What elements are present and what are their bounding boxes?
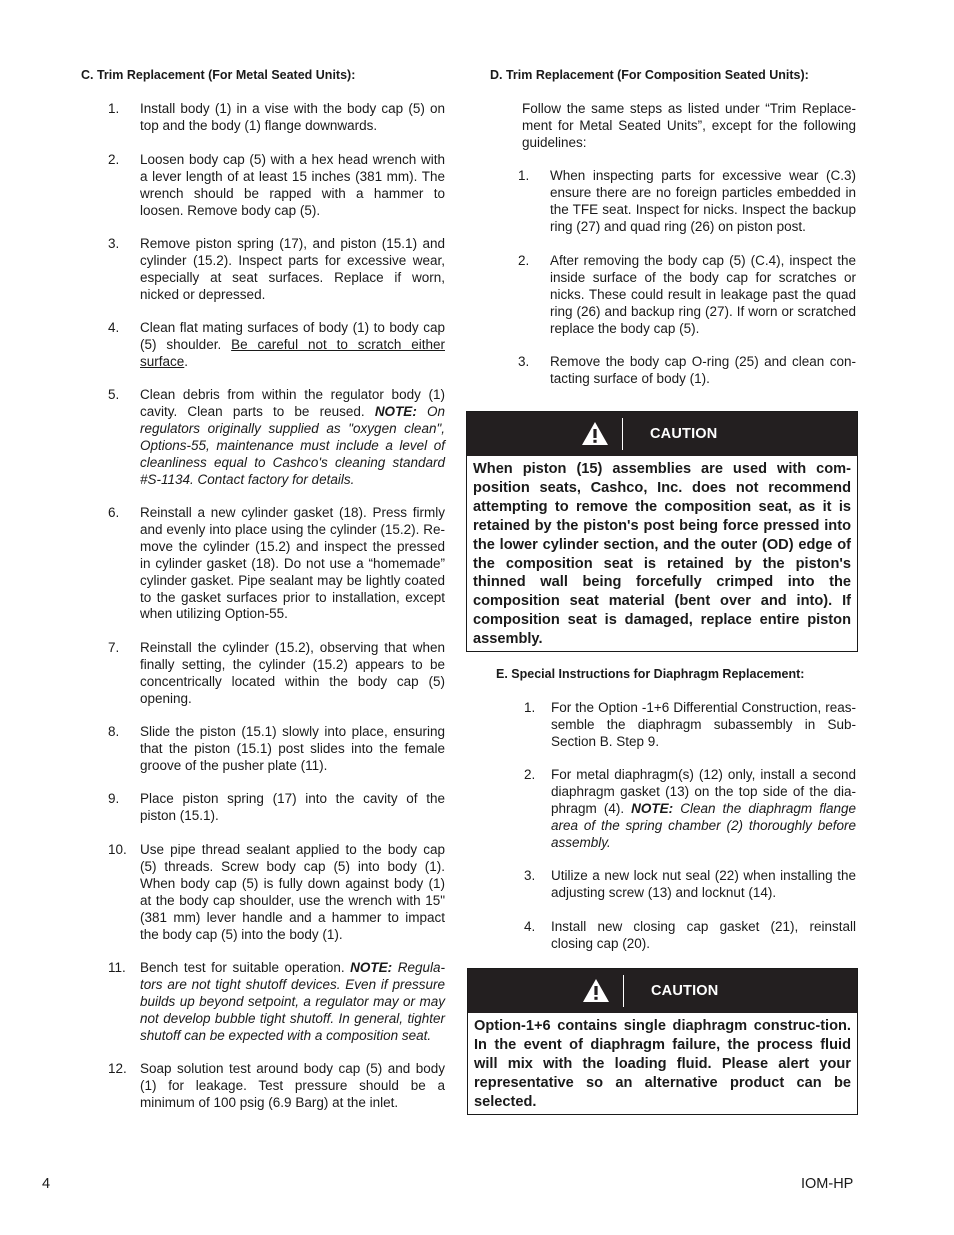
item-number: 3. bbox=[524, 868, 536, 883]
item-number: 6. bbox=[108, 505, 120, 520]
item-text bbox=[140, 320, 445, 371]
item-text-plain: Clean debris from within the regulator body (1) cavity. Clean parts to be reused. bbox=[140, 387, 445, 419]
caution-label: CAUTION bbox=[651, 983, 719, 999]
item-number: 8. bbox=[108, 724, 120, 739]
caution-divider bbox=[623, 975, 624, 1007]
item-number: 1. bbox=[524, 700, 536, 715]
item-number: 11. bbox=[108, 960, 126, 975]
caution-divider bbox=[622, 418, 623, 450]
item-text bbox=[551, 767, 856, 852]
caution-header bbox=[467, 412, 857, 456]
item-text-underlined: Be careful not to scratch either surface bbox=[140, 336, 445, 369]
item-text: Remove piston spring (17), and piston (15.1) and cylinder (15.2). Inspect parts for excessive wear, especially at seat surfaces. Replace if worn, nicked or depressed. bbox=[140, 236, 445, 302]
item-text: Remove the body cap O-ring (25) and clean con-tacting surface of body (1). bbox=[550, 354, 856, 386]
note-text: Regula-tors are not tight shutoff devices. Even if pressure builds up beyond setpoint, a regulator may or may not develop bubble tight shutoff. In general, tighter shutoff can be expected with a composition seat. bbox=[140, 960, 445, 1043]
item-text-plain: For metal diaphragm(s) (12) only, install a second diaphragm gasket (13) on the top side of the dia-phragm (4). bbox=[551, 767, 856, 816]
caution-text: When piston (15) assemblies are used with com-position seats, Cashco, Inc. does not recommend attempting to remove the composition seat, as it is retained by the piston's post being force pressed into the lower cylinder section, and the outer (OD) edge of the composition seat is retained by the piston's thinned wall being forcefully crimped into the composition seat material (bent over and into). If composition seat is damaged, replace entire piston assembly. bbox=[473, 461, 851, 648]
item-number: 2. bbox=[524, 767, 536, 782]
item-text: Reinstall the cylinder (15.2), observing that when finally setting, the cylinder (15.2) appears to be concentrically located within the body cap (5) opening. bbox=[140, 640, 445, 706]
item-text: Install body (1) in a vise with the body cap (5) on top and the body (1) flange downwards. bbox=[140, 101, 445, 133]
item-text: Use pipe thread sealant applied to the body cap (5) threads. Screw body cap (5) into body (1). When body cap (5) is fully down against body (1) at the body cap shoulder, use the wrench with 15" (381 mm) lever handle and a hammer to impact the body cap (5) into the body (1). bbox=[140, 842, 445, 942]
item-number: 4. bbox=[108, 320, 120, 335]
item-number: 12. bbox=[108, 1061, 127, 1076]
item-text: Place piston spring (17) into the cavity of the piston (15.1). bbox=[140, 791, 445, 823]
item-text: Install new closing cap gasket (21), reinstall closing cap (20). bbox=[551, 919, 856, 951]
warning-icon bbox=[582, 978, 610, 1003]
item-number: 4. bbox=[524, 919, 536, 934]
item-number: 3. bbox=[108, 236, 120, 251]
item-text: Loosen body cap (5) with a hex head wrench with a lever length of at least 15 inches (381 mm). The wrench should be rapped with a hammer to loosen. Remove body cap (5). bbox=[140, 152, 445, 218]
note-label: NOTE: bbox=[374, 403, 417, 419]
item-number: 5. bbox=[108, 387, 120, 402]
caution-box-diaphragm bbox=[467, 968, 858, 1115]
note-text: On regulators originally supplied as "oxygen clean", Options-55, maintenance must include a level of cleanliness equal to Cashco's cleaning standard #S-1134. Contact factory for details. bbox=[140, 403, 445, 487]
item-number: 1. bbox=[518, 168, 530, 183]
caution-header bbox=[468, 969, 857, 1013]
item-number: 3. bbox=[518, 354, 530, 369]
item-text: Utilize a new lock nut seal (22) when installing the adjusting screw (13) and locknut (14). bbox=[551, 868, 856, 900]
page-number: 4 bbox=[42, 1176, 51, 1192]
item-text-plain: Bench test for suitable operation. bbox=[140, 960, 345, 975]
item-number: 10. bbox=[108, 842, 127, 857]
item-number: 2. bbox=[518, 253, 530, 268]
caution-text: Option-1+6 contains single diaphragm construc-tion. In the event of diaphragm failure, the process fluid will mix with the loading fluid. Please alert your representative so an alternative product can be selected. bbox=[474, 1018, 851, 1110]
section-e-heading: E. Special Instructions for Diaphragm Replacement: bbox=[496, 667, 805, 681]
note-text: Clean the diaphragm flange area of the spring chamber (2) thoroughly before assembly. bbox=[551, 800, 856, 850]
item-text: For the Option -1+6 Differential Construction, reas-semble the diaphragm subassembly in Sub-Section B. Step 9. bbox=[551, 700, 856, 749]
item-text-plain: Clean flat mating surfaces of body (1) to body cap (5) shoulder. bbox=[140, 320, 445, 352]
item-number: 9. bbox=[108, 791, 120, 806]
item-text bbox=[140, 960, 445, 1045]
item-number: 7. bbox=[108, 640, 120, 655]
item-text: After removing the body cap (5) (C.4), inspect the inside surface of the body cap for scratches or nicks. These could result in leakage past the quad ring (26) and backup ring (27). If worn or scratched replace the body cap (5). bbox=[550, 253, 856, 336]
caution-label: CAUTION bbox=[650, 426, 718, 442]
item-text: Reinstall a new cylinder gasket (18). Press firmly and evenly into place using the cylinder (15.2). Re-move the cylinder (15.2) and inspect the pressed in cylinder gasket (18). Do not use a “homemade” cylinder gasket. Pipe sealant may be lightly coated to the gasket surfaces prior to installation, except when utilizing Option-55. bbox=[140, 505, 445, 622]
note-label: NOTE: bbox=[631, 800, 674, 816]
document-code: IOM-HP bbox=[801, 1176, 854, 1192]
item-text bbox=[140, 387, 445, 488]
item-text: When inspecting parts for excessive wear (C.3) ensure there are no foreign particles embedded in the TFE seat. Inspect for nicks. Inspect the backup ring (27) and quad ring (26) on piston post. bbox=[550, 168, 856, 234]
section-d-intro: Follow the same steps as listed under “Trim Replace-ment for Metal Seated Units”, except for the following guidelines: bbox=[522, 101, 856, 150]
section-c-heading: C. Trim Replacement (For Metal Seated Units): bbox=[81, 68, 356, 82]
item-text: Slide the piston (15.1) slowly into place, ensuring that the piston (15.1) post slides into the female groove of the pusher plate (11). bbox=[140, 724, 445, 773]
note-label: NOTE: bbox=[350, 960, 393, 975]
warning-icon bbox=[581, 421, 609, 446]
item-number: 1. bbox=[108, 101, 120, 116]
item-text-after: . bbox=[184, 353, 189, 369]
caution-box-piston bbox=[466, 411, 858, 652]
item-text: Soap solution test around body cap (5) and body (1) for leakage. Test pressure should be a minimum of 100 psig (6.9 Barg) at the inlet. bbox=[140, 1061, 445, 1110]
item-number: 2. bbox=[108, 152, 120, 167]
section-d-heading: D. Trim Replacement (For Composition Seated Units): bbox=[490, 68, 809, 82]
